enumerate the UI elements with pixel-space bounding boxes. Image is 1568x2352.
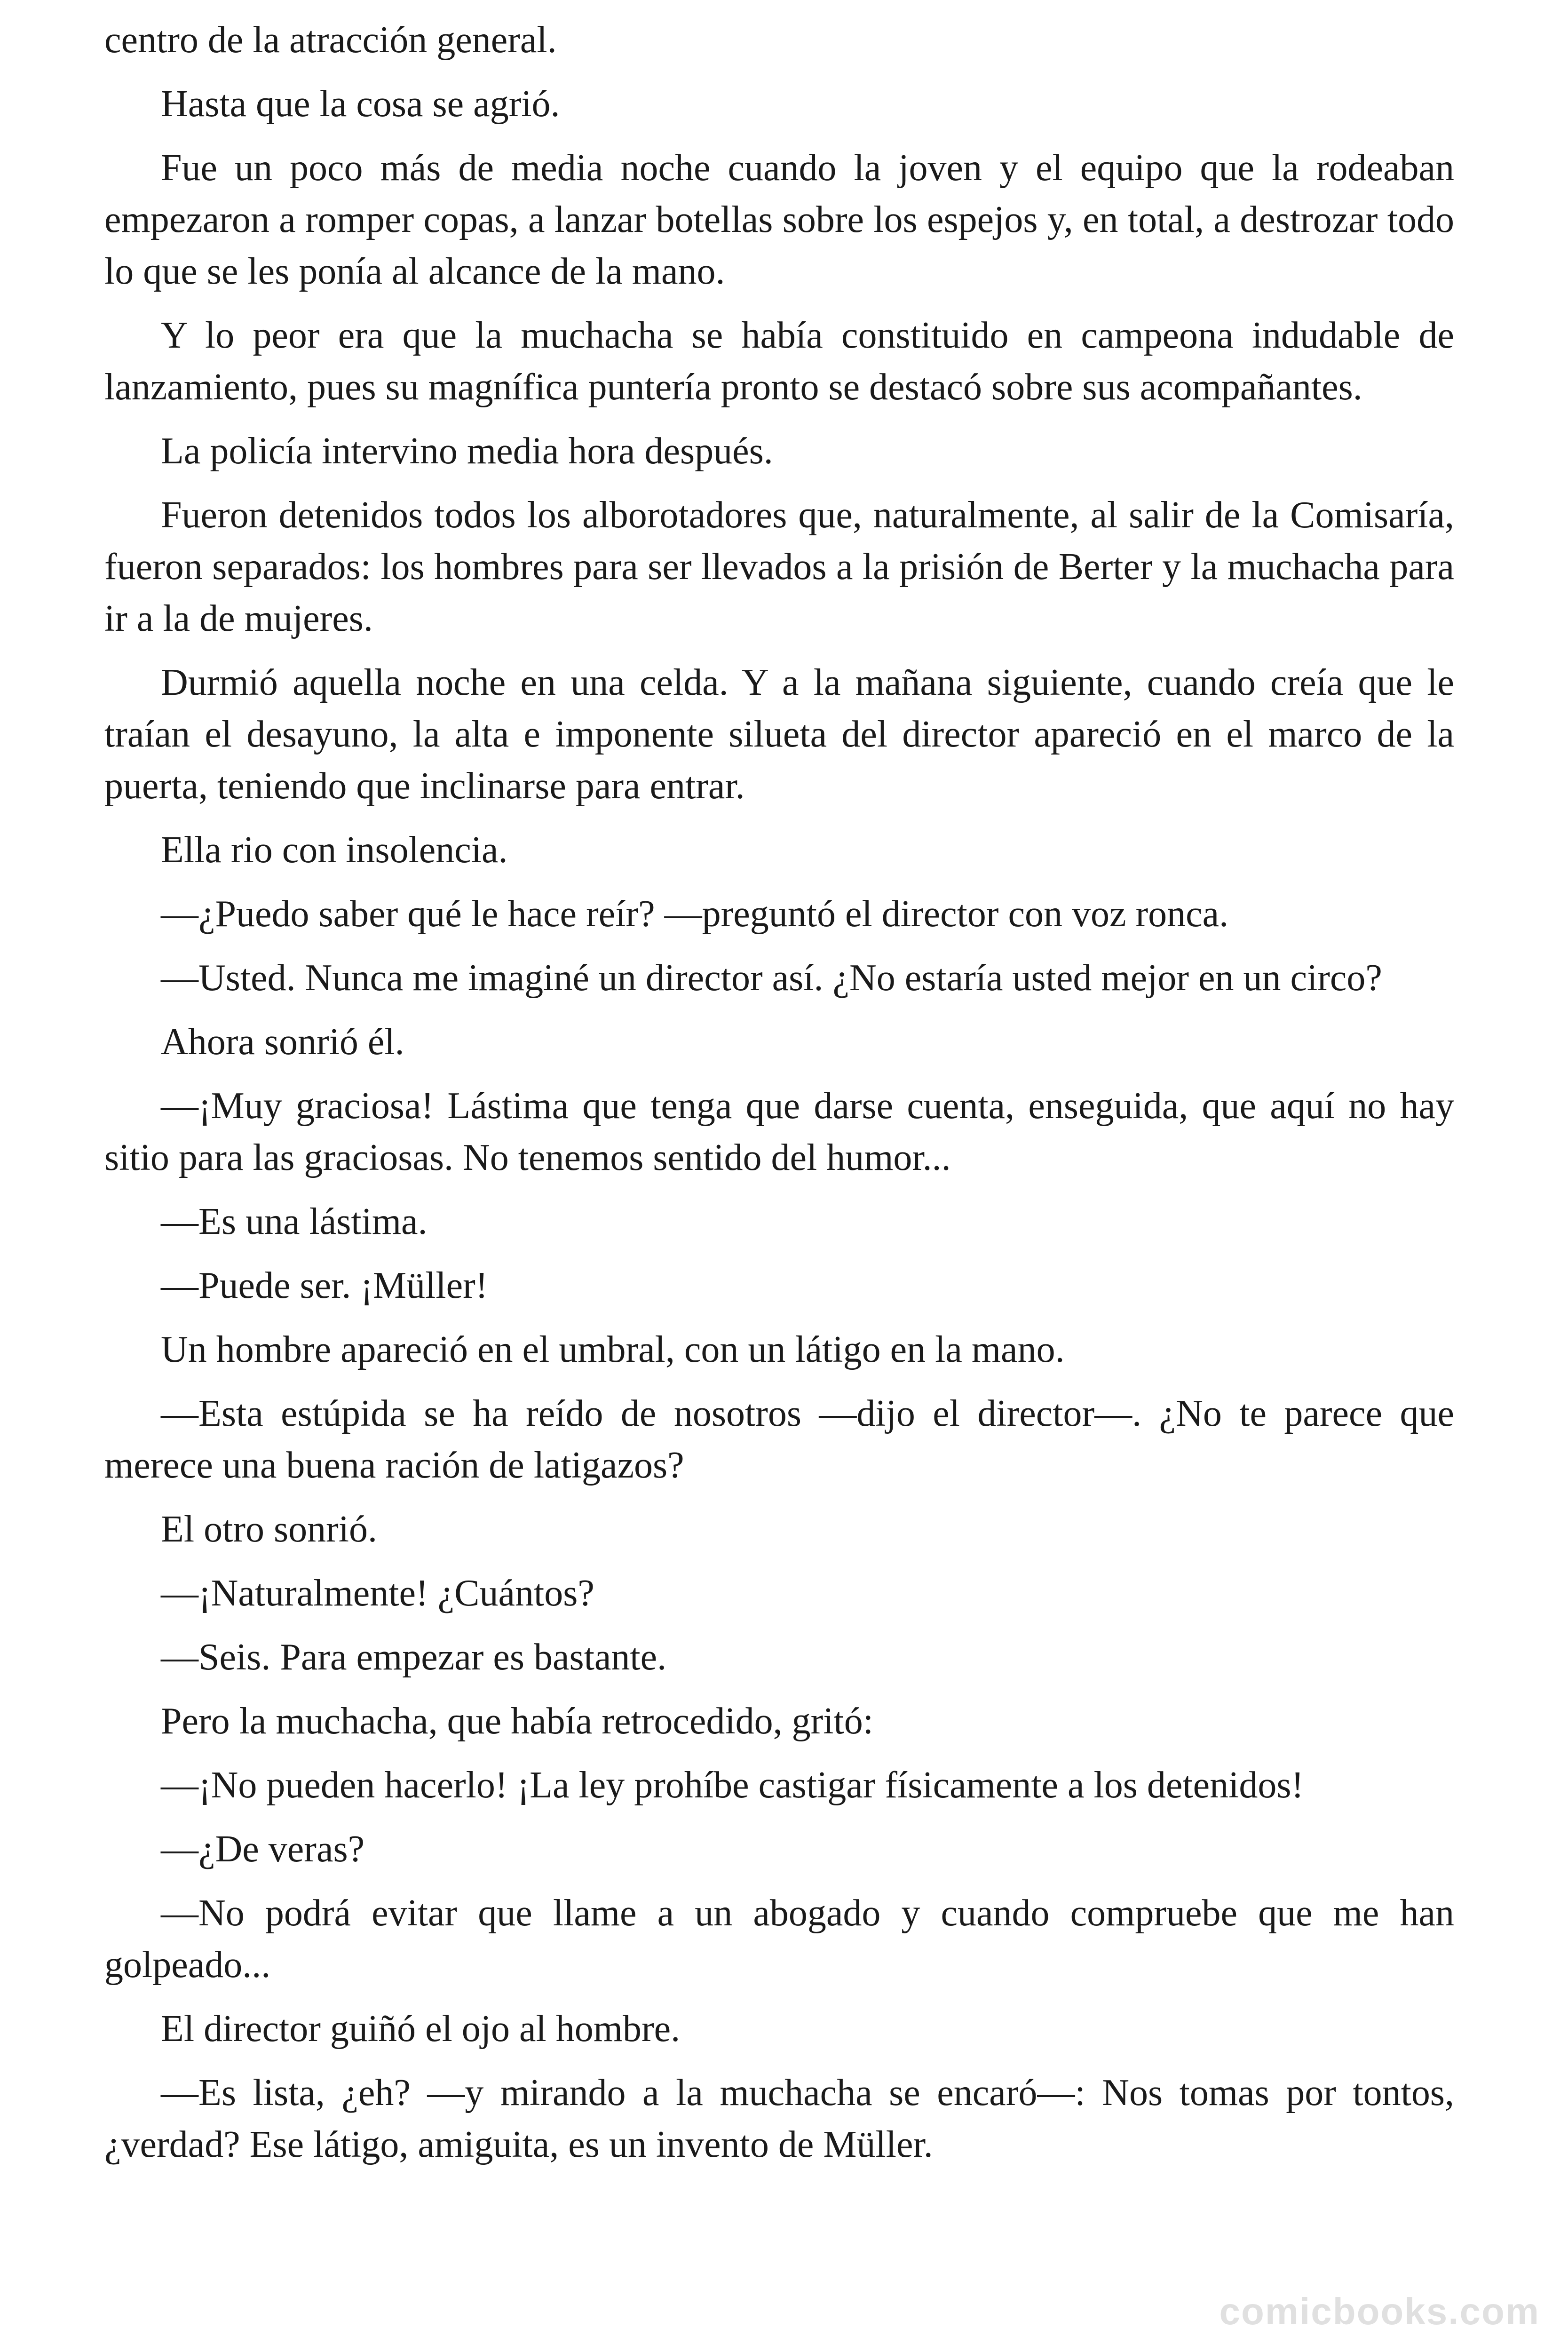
paragraph: —¡Muy graciosa! Lástima que tenga que darse cuenta, enseguida, que aquí no hay sitio para las graciosas. No tenemos sentido del humor... bbox=[104, 1085, 1454, 1178]
paragraph: —¡No pueden hacerlo! ¡La ley prohíbe castigar físicamente a los detenidos! bbox=[161, 1764, 1304, 1806]
paragraph: Y lo peor era que la muchacha se había constituido en campeona indudable de lanzamiento, pues su magnífica puntería pronto se destacó sobre sus acompañantes. bbox=[104, 315, 1454, 408]
paragraph: Ella rio con insolencia. bbox=[161, 829, 508, 871]
paragraph: —¡Naturalmente! ¿Cuántos? bbox=[161, 1573, 594, 1614]
paragraph: —Esta estúpida se ha reído de nosotros —dijo el director—. ¿No te parece que merece una buena ración de latigazos? bbox=[104, 1393, 1454, 1486]
paragraph: centro de la atracción general. bbox=[104, 19, 557, 61]
paragraph: Ahora sonrió él. bbox=[161, 1021, 404, 1063]
paragraph: Durmió aquella noche en una celda. Y a la mañana siguiente, cuando creía que le traían el desayuno, la alta e imponente silueta del director apareció en el marco de la puerta, teniendo que inclinarse para entrar. bbox=[104, 662, 1454, 807]
paragraph: Fue un poco más de media noche cuando la joven y el equipo que la rodeaban empezaron a romper copas, a lanzar botellas sobre los espejos y, en total, a destrozar todo lo que se les ponía al alcance de la mano. bbox=[104, 147, 1454, 292]
watermark: comicbooks.com bbox=[1219, 2290, 1540, 2332]
paragraph: El director guiñó el ojo al hombre. bbox=[161, 2008, 681, 2050]
paragraph: —Puede ser. ¡Müller! bbox=[161, 1265, 488, 1306]
paragraph: Hasta que la cosa se agrió. bbox=[161, 83, 560, 125]
paragraph: —¿De veras? bbox=[161, 1828, 365, 1870]
paragraph: —¿Puedo saber qué le hace reír? —preguntó el director con voz ronca. bbox=[161, 893, 1229, 935]
paragraph: Pero la muchacha, que había retrocedido, gritó: bbox=[161, 1700, 873, 1742]
paragraph: —Es lista, ¿eh? —y mirando a la muchacha se encaró—: Nos tomas por tontos, ¿verdad? Ese látigo, amiguita, es un invento de Müller. bbox=[104, 2072, 1454, 2165]
paragraph: —Seis. Para empezar es bastante. bbox=[161, 1637, 667, 1678]
book-page bbox=[104, 14, 1454, 2183]
paragraph: Un hombre apareció en el umbral, con un látigo en la mano. bbox=[161, 1329, 1065, 1370]
paragraph: Fueron detenidos todos los alborotadores que, naturalmente, al salir de la Comisaría, fueron separados: los hombres para ser llevados a la prisión de Berter y la muchacha para ir a la de mujeres. bbox=[104, 494, 1454, 639]
paragraph: La policía intervino media hora después. bbox=[161, 430, 773, 472]
paragraph: —Usted. Nunca me imaginé un director así. ¿No estaría usted mejor en un circo? bbox=[161, 957, 1382, 999]
paragraph: —Es una lástima. bbox=[161, 1201, 428, 1242]
paragraph: —No podrá evitar que llame a un abogado y cuando compruebe que me han golpeado... bbox=[104, 1892, 1454, 1986]
paragraph: El otro sonrió. bbox=[161, 1509, 377, 1550]
